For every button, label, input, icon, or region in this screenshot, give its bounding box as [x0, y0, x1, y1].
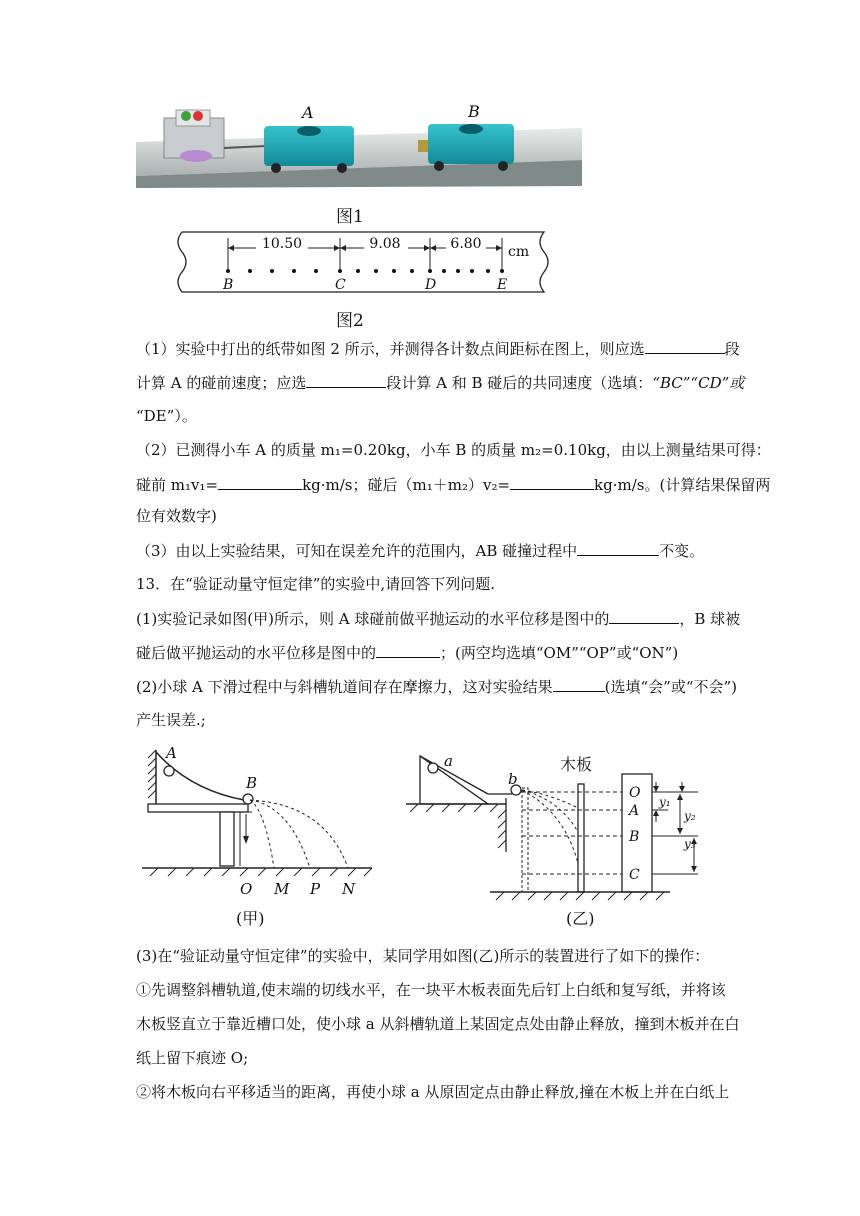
q13-blank-1[interactable] [609, 608, 679, 624]
yi-caption: (乙) [566, 909, 595, 928]
tape-point-e: E [497, 277, 508, 293]
tape-seg-cd: 9.08 [369, 236, 401, 252]
tape-point-d: D [425, 277, 437, 293]
q13-blank-3[interactable] [553, 676, 605, 692]
q2-line-1: （2）已测得小车 A 的质量 m₁=0.20kg，小车 B 的质量 m₂=0.10kg，由以上测量结果可得： [136, 441, 771, 459]
q1-text-2: 段 [724, 340, 740, 358]
yi-y2: y₂ [684, 809, 696, 823]
q1-blank-1[interactable] [645, 338, 725, 354]
q13-text-4: ；(两空均选填“OM”“OP”或“ON”) [440, 644, 679, 662]
q1-text-1: （1）实验中打出的纸带如图 2 所示，并测得各计数点间距标在图上，则应选 [136, 340, 645, 358]
q3-text-1: （3）由以上实验结果，可知在误差允许的范围内，AB 碰撞过程中 [136, 542, 578, 560]
jia-label-b: B [246, 774, 258, 792]
q13-p1-line-1 [136, 608, 740, 629]
tape-point-b: B [223, 277, 234, 293]
q1-line-1 [136, 338, 740, 359]
q1-text-4: 段计算 A 和 B 碰后的共同速度（选填： [386, 374, 653, 392]
q2-line-2 [136, 474, 770, 495]
q2-text-1: 碰前 m₁v₁= [136, 476, 219, 494]
jia-point-m: M [274, 880, 290, 898]
q13-p2-line-1 [136, 676, 737, 697]
jia-caption: (甲) [236, 909, 265, 928]
tape-unit: cm [508, 244, 530, 260]
q2-line-3: 位有效数字) [136, 507, 217, 525]
q13-text-2: ，B 球被 [679, 610, 741, 628]
tape-dots [226, 269, 504, 273]
yi-point-o: O [629, 785, 641, 801]
q3-blank-1[interactable] [577, 540, 659, 556]
jia-point-p: P [310, 880, 321, 898]
figure-2-caption: 图2 [336, 311, 364, 331]
q13-title: 13．在“验证动量守恒定律”的实验中,请回答下列问题. [136, 575, 495, 593]
q13-step2-line-1: ②将木板向右平移适当的距离，再使小球 a 从原固定点由静止释放,撞在木板上并在白纸上 [136, 1083, 730, 1101]
q13-text-1: (1)实验记录如图(甲)所示，则 A 球碰前做平抛运动的水平位移是图中的 [136, 610, 610, 628]
jia-label-a: A [166, 744, 177, 762]
q13-text-6: (选填“会”或“不会”) [604, 678, 738, 696]
yi-y3: y₃ [684, 837, 696, 851]
tape-point-c: C [335, 277, 346, 293]
q13-p3: (3)在“验证动量守恒定律”的实验中，某同学用如图(乙)所示的装置进行了如下的操作： [136, 947, 710, 965]
tape-seg-bc: 10.50 [261, 236, 303, 252]
q2-blank-2[interactable] [510, 474, 594, 490]
q1-line-3: “DE”）。 [136, 407, 197, 425]
q13-step1-line-2: 木板竖直立于靠近槽口处，使小球 a 从斜槽轨道上某固定点处由静止释放，撞到木板并在白 [136, 1015, 740, 1033]
q2-text-3: kg·m/s。(计算结果保留两 [594, 476, 771, 494]
q13-text-3: 碰后做平抛运动的水平位移是图中的 [136, 644, 377, 662]
q1-text-5: “BC”“CD”或 [652, 374, 745, 392]
figure-1-label-b: B [468, 102, 480, 121]
q3-text-2: 不变。 [659, 542, 705, 560]
q13-step1-line-1: ①先调整斜槽轨道,使末端的切线水平，在一块平木板表面先后钉上白纸和复写纸，并将该 [136, 981, 726, 999]
yi-label-a: a [444, 752, 453, 770]
tape-seg-de: 6.80 [450, 236, 482, 252]
jia-point-o: O [240, 880, 253, 898]
q2-text-2: kg·m/s；碰后（m₁＋m₂）v₂= [302, 476, 511, 494]
figure-1-label-a: A [302, 103, 314, 122]
yi-point-a: A [629, 803, 640, 819]
yi-label-b: b [508, 770, 518, 788]
q13-p1-line-2 [136, 642, 678, 663]
figure-2-tape [172, 226, 552, 298]
q1-line-2 [136, 372, 744, 393]
q3-line-1 [136, 540, 704, 561]
q1-blank-2[interactable] [306, 372, 386, 388]
figure-1-caption: 图1 [336, 207, 364, 227]
q2-blank-1[interactable] [218, 474, 302, 490]
q13-p2-line-2: 产生误差.; [136, 711, 206, 729]
jia-point-n: N [342, 880, 356, 898]
figure-yi [400, 748, 712, 930]
figure-1-photo [136, 98, 582, 190]
yi-y1: y₁ [659, 795, 671, 809]
q1-text-3: 计算 A 的碰前速度；应选 [136, 374, 307, 392]
q13-text-5: (2)小球 A 下滑过程中与斜槽轨道间存在摩擦力，这对实验结果 [136, 678, 553, 696]
yi-board-label: 木板 [560, 755, 593, 774]
yi-point-c: C [629, 867, 640, 883]
q13-blank-2[interactable] [376, 642, 440, 658]
yi-point-b: B [629, 829, 640, 845]
figure-jia [140, 740, 380, 930]
q13-step1-line-3: 纸上留下痕迹 O; [136, 1049, 249, 1067]
